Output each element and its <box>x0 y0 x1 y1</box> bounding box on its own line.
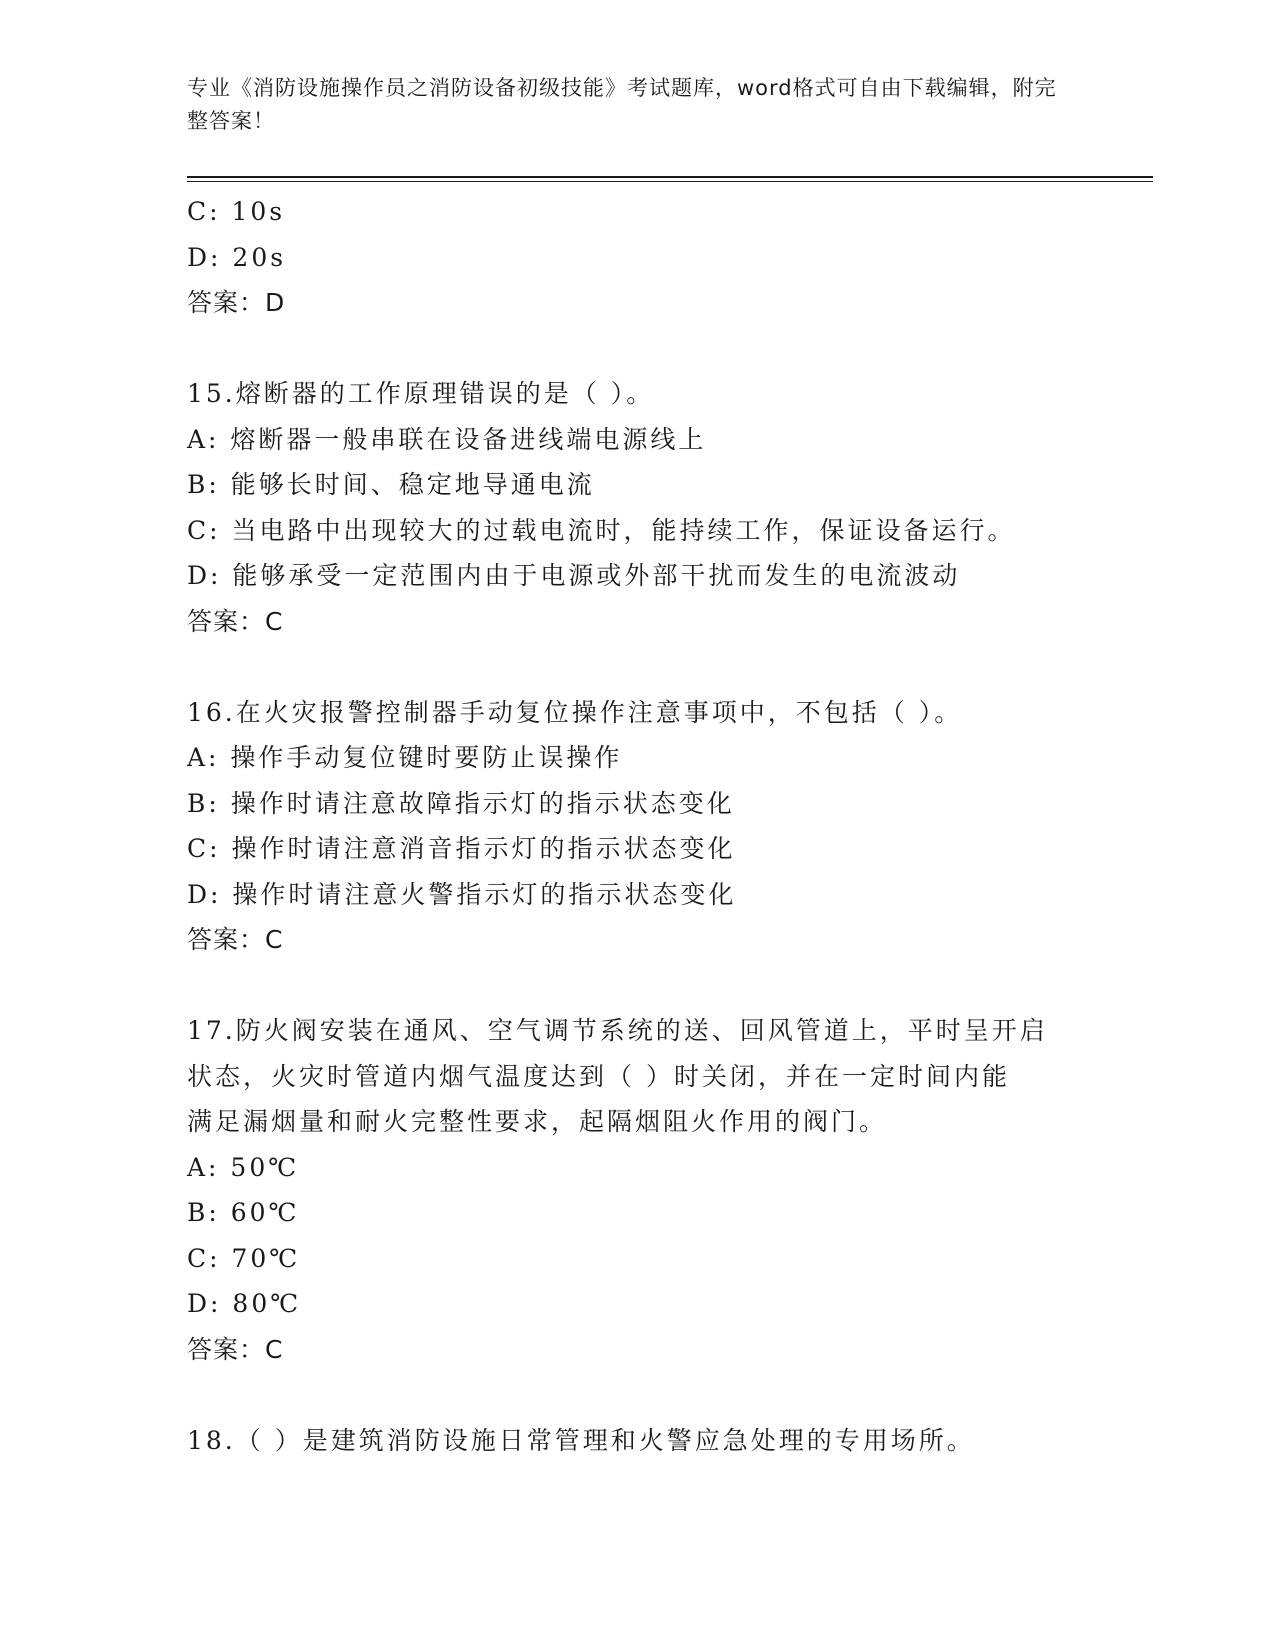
question-block-15 <box>187 371 1087 644</box>
question-stem-line: 满足漏烟量和耐火完整性要求，起隔烟阻火作用的阀门。 <box>187 1107 888 1136</box>
question-block-18 <box>187 1418 1087 1464</box>
question-stem: 16.在火灾报警控制器手动复位操作注意事项中，不包括（ ）。 <box>187 697 963 727</box>
question-block-14 <box>187 189 1087 326</box>
option-d: D: 80℃ <box>187 1289 302 1318</box>
option-c: C: 10s <box>187 197 286 226</box>
page-header: 专业《消防设施操作员之消防设备初级技能》考试题库，word格式可自由下载编辑，附完整答案！ <box>187 76 1057 133</box>
spacer <box>187 326 1087 372</box>
answer-line: 答案：C <box>187 925 284 954</box>
answer-line: 答案：C <box>187 606 284 636</box>
question-stem-line: 状态，火灾时管道内烟气温度达到（ ）时关闭，并在一定时间内能 <box>187 1061 1010 1091</box>
answer-line: 答案：C <box>187 1334 284 1364</box>
header-divider-thick <box>187 176 1153 178</box>
question-list <box>187 189 1087 1463</box>
header-divider-thin <box>187 181 1153 182</box>
question-block-16 <box>187 690 1087 963</box>
option-b: B: 操作时请注意故障指示灯的指示状态变化 <box>187 788 735 818</box>
spacer <box>187 644 1087 690</box>
option-c: C: 70℃ <box>187 1243 301 1273</box>
spacer <box>187 963 1087 1009</box>
option-b: B: 60℃ <box>187 1198 300 1227</box>
option-c: C: 当电路中出现较大的过载电流时，能持续工作，保证设备运行。 <box>187 515 1016 545</box>
option-a: A: 熔断器一般串联在设备进线端电源线上 <box>187 424 707 454</box>
spacer <box>187 1372 1087 1418</box>
option-a: A: 50℃ <box>187 1152 300 1182</box>
option-a: A: 操作手动复位键时要防止误操作 <box>187 743 623 772</box>
question-block-17 <box>187 1008 1087 1372</box>
answer-line: 答案：D <box>187 288 286 317</box>
question-stem: 18.（ ）是建筑消防设施日常管理和火警应急处理的专用场所。 <box>187 1425 975 1455</box>
question-stem: 15.熔断器的工作原理错误的是（ ）。 <box>187 379 655 408</box>
option-d: D: 20s <box>187 242 287 272</box>
option-d: D: 能够承受一定范围内由于电源或外部干扰而发生的电流波动 <box>187 561 961 590</box>
option-d: D: 操作时请注意火警指示灯的指示状态变化 <box>187 879 737 909</box>
option-b: B: 能够长时间、稳定地导通电流 <box>187 470 595 499</box>
question-stem-line: 17.防火阀安装在通风、空气调节系统的送、回风管道上，平时呈开启 <box>187 1016 1048 1045</box>
option-c: C: 操作时请注意消音指示灯的指示状态变化 <box>187 834 736 863</box>
